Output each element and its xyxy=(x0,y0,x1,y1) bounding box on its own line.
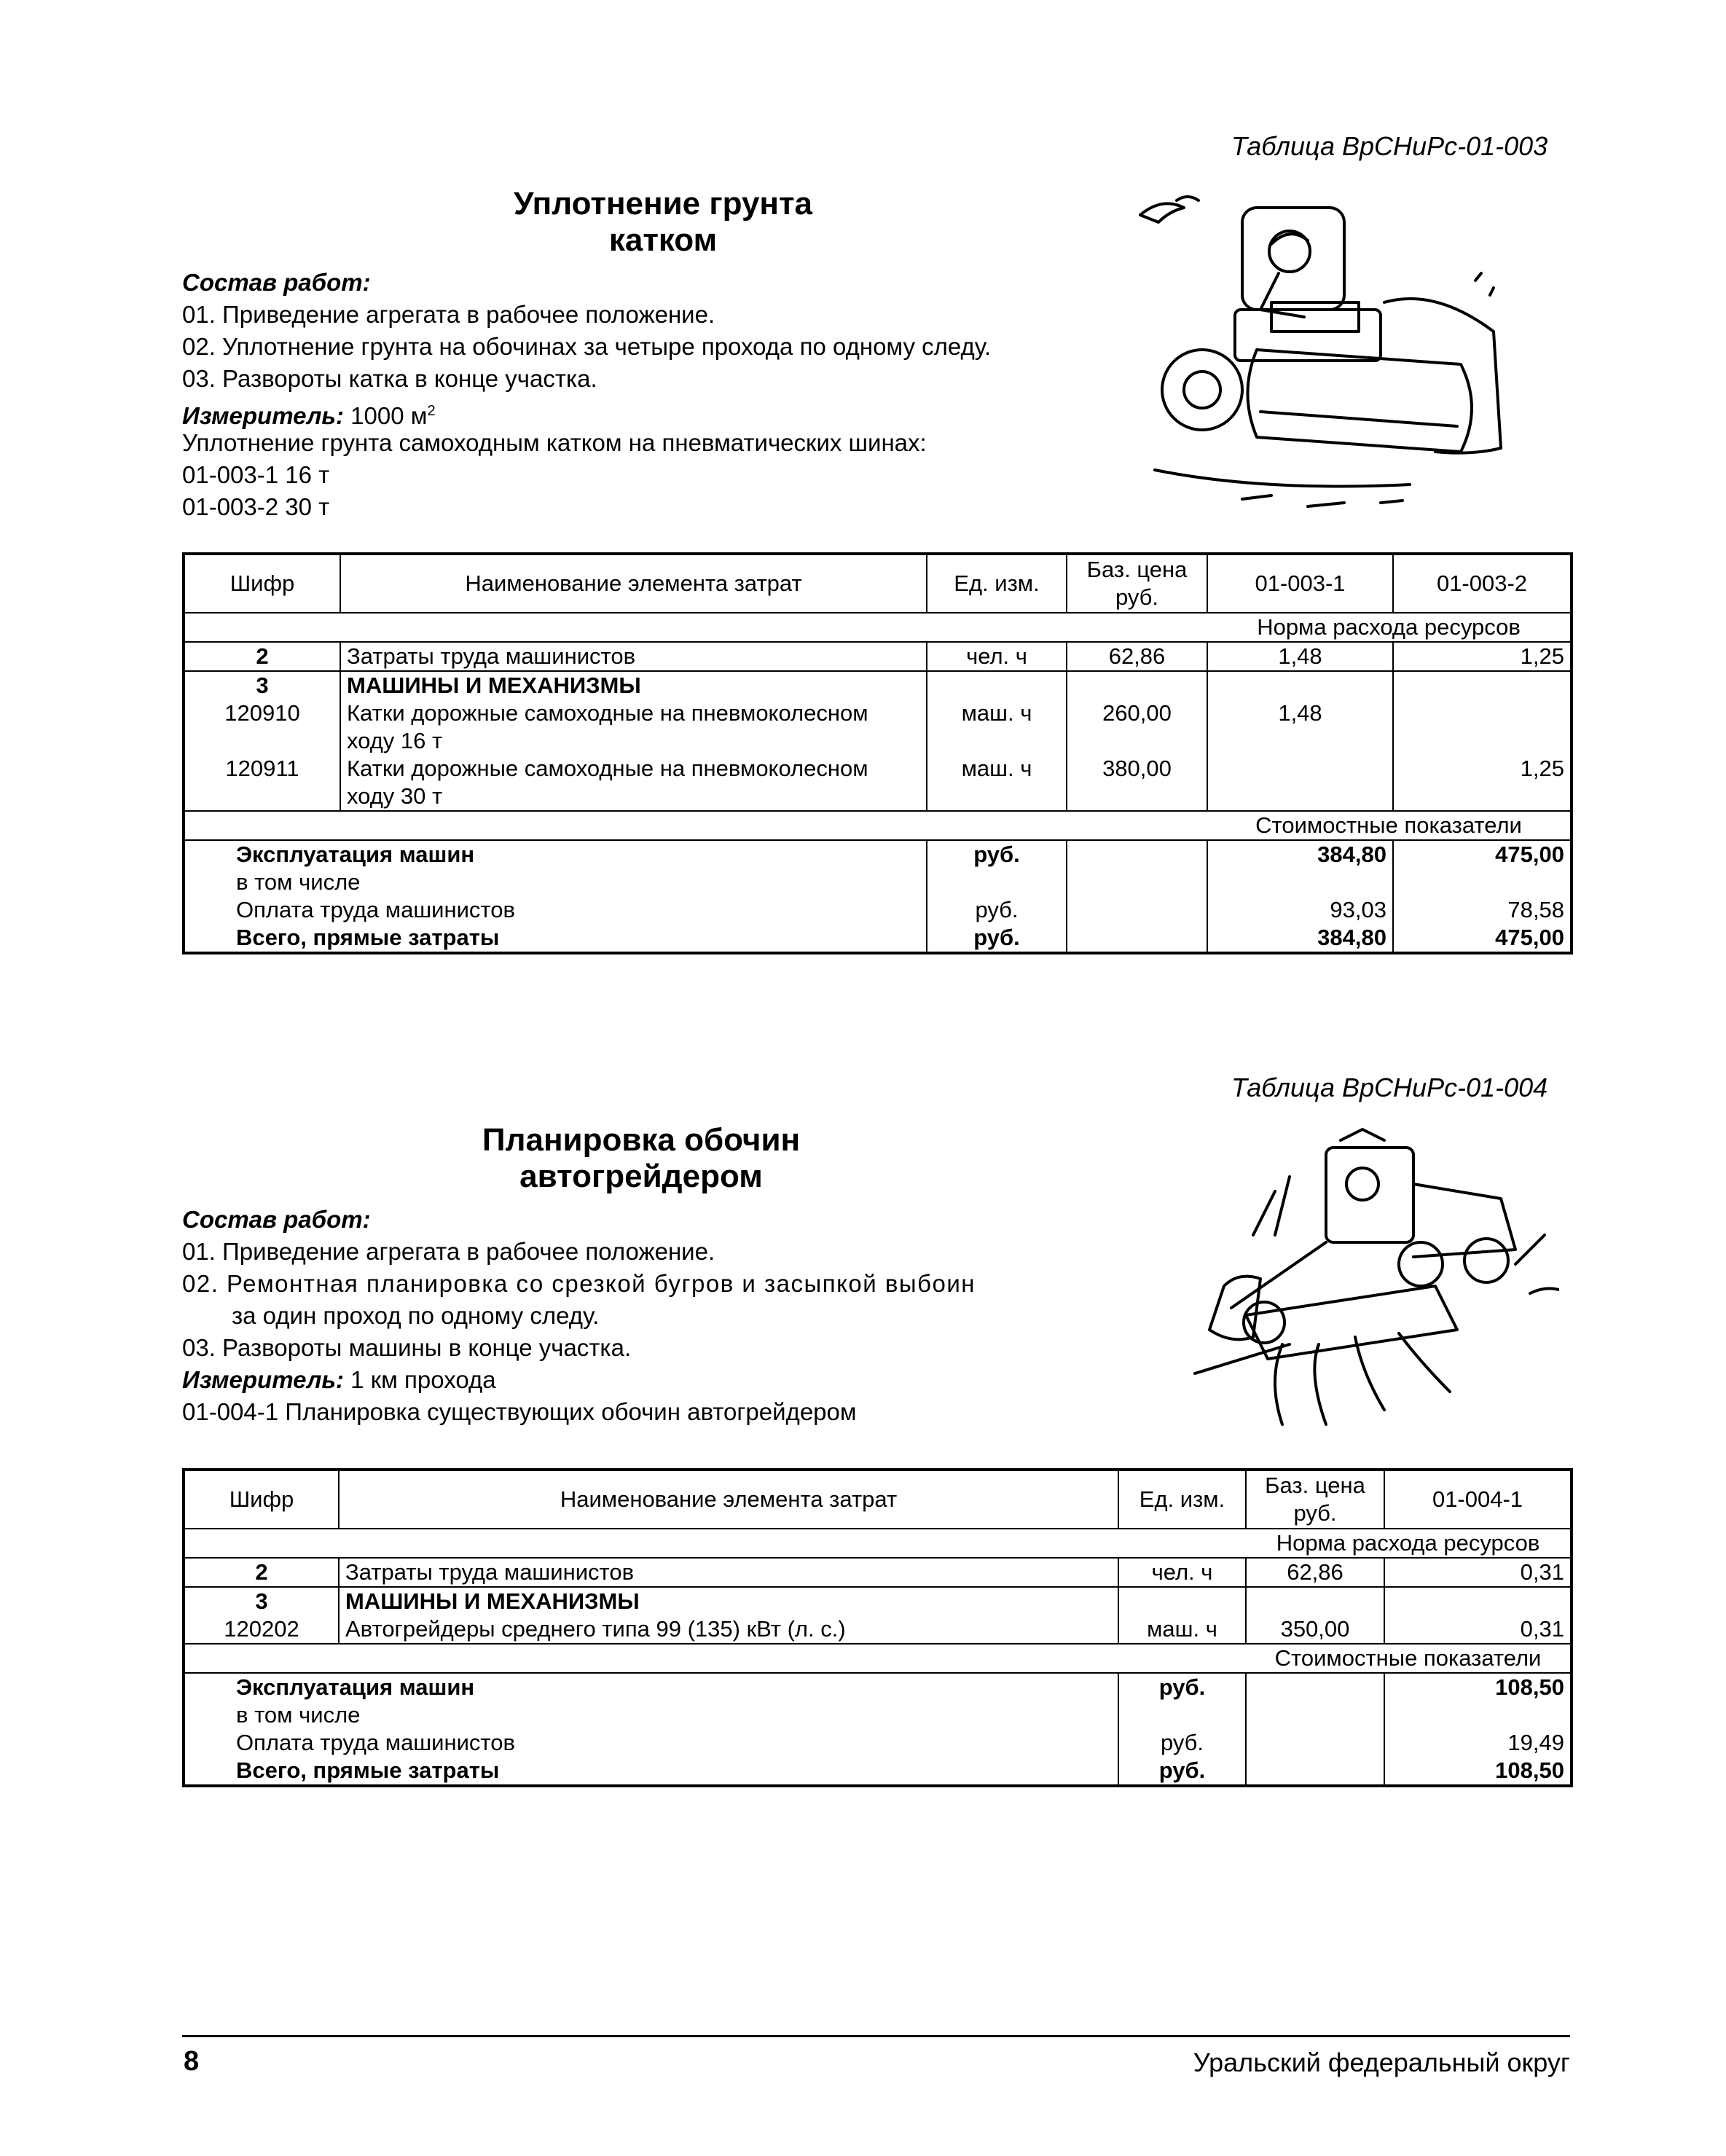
cost-name: Эксплуатация машин xyxy=(184,1673,1118,1701)
title-line-2: автогрейдером xyxy=(519,1159,763,1194)
step-01-004-1: 01. Приведение агрегата в рабочее положение. xyxy=(182,1238,715,1265)
cost-header: Стоимостные показатели xyxy=(1246,1644,1572,1673)
row-unit: чел. ч xyxy=(1118,1558,1246,1587)
cost-name: Оплата труда машинистов xyxy=(184,896,927,924)
norm-header: Норма расхода ресурсов xyxy=(1207,613,1572,642)
row-name: Затраты труда машинистов xyxy=(340,642,927,671)
col-header-01-004-1: 01-004-1 xyxy=(1384,1470,1572,1529)
cost-row xyxy=(184,1701,1572,1729)
cost-row xyxy=(184,896,1572,924)
row-value-1: 1,48 xyxy=(1207,642,1393,671)
cost-table-01-003 xyxy=(182,552,1573,954)
col-header-code: Шифр xyxy=(184,554,340,613)
cost-unit: руб. xyxy=(1118,1673,1246,1701)
cost-row xyxy=(184,869,1572,896)
measure-label: Измеритель: xyxy=(182,1366,344,1393)
motor-grader-icon xyxy=(1180,1126,1559,1446)
row-code: 120910 xyxy=(184,699,340,755)
col-header-unit: Ед. изм. xyxy=(1118,1470,1246,1529)
composition-label-01-004: Состав работ: xyxy=(182,1206,371,1233)
cost-unit: руб. xyxy=(927,924,1067,953)
table-row xyxy=(184,1615,1572,1644)
footer-region: Уральский федеральный округ xyxy=(1193,2047,1570,2077)
measure-01-004 xyxy=(182,1364,496,1396)
row-value-2 xyxy=(1393,699,1572,755)
composition-label-01-003: Состав работ: xyxy=(182,269,371,296)
table-row xyxy=(184,699,1572,755)
col-header-01-003-1: 01-003-1 xyxy=(1207,554,1393,613)
cost-name: Оплата труда машинистов xyxy=(184,1729,1118,1757)
cost-value-1: 384,80 xyxy=(1207,924,1393,953)
row-name: Катки дорожные самоходные на пневмоколесном ходу 30 т xyxy=(340,755,927,811)
step-01-004-3: 03. Развороты машины в конце участка. xyxy=(182,1334,632,1361)
variant-01-003-2: 01-003-2 30 т xyxy=(182,493,330,520)
row-name: МАШИНЫ И МЕХАНИЗМЫ xyxy=(340,671,927,699)
cost-value-1: 108,50 xyxy=(1384,1757,1572,1786)
col-header-01-003-2: 01-003-2 xyxy=(1393,554,1572,613)
step-01-003-2: 02. Уплотнение грунта на обочинах за четыре прохода по одному следу. xyxy=(182,333,992,360)
variant-01-003-1: 01-003-1 16 т xyxy=(182,461,330,488)
table-caption-01-003: Таблица ВрСНиРс-01-003 xyxy=(1231,131,1548,161)
table-row xyxy=(184,1587,1572,1615)
row-name: Катки дорожные самоходные на пневмоколесном ходу 16 т xyxy=(340,699,927,755)
row-unit: маш. ч xyxy=(1118,1615,1246,1644)
cost-unit: руб. xyxy=(927,896,1067,924)
row-code: 120202 xyxy=(184,1615,339,1644)
step-01-003-1: 01. Приведение агрегата в рабочее положение. xyxy=(182,301,715,328)
cost-unit: руб. xyxy=(1118,1729,1246,1757)
row-code: 3 xyxy=(184,1587,339,1615)
cost-value-1: 93,03 xyxy=(1207,896,1393,924)
cost-header: Стоимостные показатели xyxy=(1207,811,1572,840)
row-price: 260,00 xyxy=(1067,699,1207,755)
cost-value-2: 475,00 xyxy=(1393,924,1572,953)
cost-value-2: 78,58 xyxy=(1393,896,1572,924)
measure-label: Измеритель: xyxy=(182,402,344,429)
section-title-01-003 xyxy=(408,186,918,259)
row-name: Автогрейдеры среднего типа 99 (135) кВт (л. с.) xyxy=(339,1615,1118,1644)
cost-name: в том числе xyxy=(184,869,927,896)
cost-value-1: 19,49 xyxy=(1384,1729,1572,1757)
page-number: 8 xyxy=(184,2046,200,2077)
row-name: Затраты труда машинистов xyxy=(339,1558,1118,1587)
col-header-unit: Ед. изм. xyxy=(927,554,1067,613)
cost-name: Всего, прямые затраты xyxy=(184,924,927,953)
step-01-003-3: 03. Развороты катка в конце участка. xyxy=(182,365,597,392)
road-roller-icon xyxy=(1133,193,1512,521)
row-price: 380,00 xyxy=(1067,755,1207,811)
title-line-2: катком xyxy=(608,222,718,258)
cost-unit: руб. xyxy=(927,840,1067,869)
table-caption-01-004: Таблица ВрСНиРс-01-004 xyxy=(1231,1073,1548,1102)
cost-value-2: 475,00 xyxy=(1393,840,1572,869)
row-value-2: 1,25 xyxy=(1393,755,1572,811)
col-header-price: Баз. цена руб. xyxy=(1246,1470,1384,1529)
row-code: 2 xyxy=(184,642,340,671)
row-unit: маш. ч xyxy=(927,755,1067,811)
cost-row xyxy=(184,840,1572,869)
row-value-1: 0,31 xyxy=(1384,1615,1572,1644)
description-01-004: 01-004-1 Планировка существующих обочин автогрейдером xyxy=(182,1398,857,1425)
col-header-name: Наименование элемента затрат xyxy=(339,1470,1118,1529)
col-header-price: Баз. цена руб. xyxy=(1067,554,1207,613)
row-code: 120911 xyxy=(184,755,340,811)
measure-value: 1000 м xyxy=(350,402,428,429)
table-row xyxy=(184,671,1572,699)
step-01-004-2: 02. Ремонтная планировка со срезкой бугров и засыпкой выбоин xyxy=(182,1270,976,1297)
cost-value-1: 384,80 xyxy=(1207,840,1393,869)
row-name: МАШИНЫ И МЕХАНИЗМЫ xyxy=(339,1587,1118,1615)
cost-table-01-004 xyxy=(182,1468,1573,1787)
description-01-003: Уплотнение грунта самоходным катком на пневматических шинах: xyxy=(182,429,927,456)
row-value-1 xyxy=(1207,755,1393,811)
row-code: 2 xyxy=(184,1558,339,1587)
cost-name: в том числе xyxy=(184,1701,1118,1729)
norm-header: Норма расхода ресурсов xyxy=(1246,1529,1572,1558)
title-line-1: Уплотнение грунта xyxy=(513,186,813,222)
section-title-01-004 xyxy=(386,1122,896,1195)
row-price: 62,86 xyxy=(1067,642,1207,671)
row-unit: маш. ч xyxy=(927,699,1067,755)
row-value-1: 0,31 xyxy=(1384,1558,1572,1587)
row-price: 350,00 xyxy=(1246,1615,1384,1644)
motor-grader-illustration xyxy=(1180,1126,1559,1446)
table-row xyxy=(184,755,1572,811)
row-value-2: 1,25 xyxy=(1393,642,1572,671)
cost-unit: руб. xyxy=(1118,1757,1246,1786)
cost-name: Всего, прямые затраты xyxy=(184,1757,1118,1786)
step-01-004-2-cont: за один проход по одному следу. xyxy=(232,1302,600,1329)
cost-value-1: 108,50 xyxy=(1384,1673,1572,1701)
cost-row xyxy=(184,1729,1572,1757)
col-header-name: Наименование элемента затрат xyxy=(340,554,927,613)
col-header-code: Шифр xyxy=(184,1470,339,1529)
cost-row xyxy=(184,924,1572,953)
row-code: 3 xyxy=(184,671,340,699)
measure-value: 1 км прохода xyxy=(350,1366,496,1393)
measure-sup: 2 xyxy=(427,403,436,419)
title-line-1: Планировка обочин xyxy=(482,1122,801,1158)
table-row xyxy=(184,1558,1572,1587)
row-value-1: 1,48 xyxy=(1207,699,1393,755)
cost-name: Эксплуатация машин xyxy=(184,840,927,869)
table-row xyxy=(184,642,1572,671)
cost-row xyxy=(184,1757,1572,1786)
row-price: 62,86 xyxy=(1246,1558,1384,1587)
row-unit: чел. ч xyxy=(927,642,1067,671)
road-roller-illustration xyxy=(1133,193,1512,521)
footer-divider xyxy=(182,2035,1570,2037)
cost-row xyxy=(184,1673,1572,1701)
